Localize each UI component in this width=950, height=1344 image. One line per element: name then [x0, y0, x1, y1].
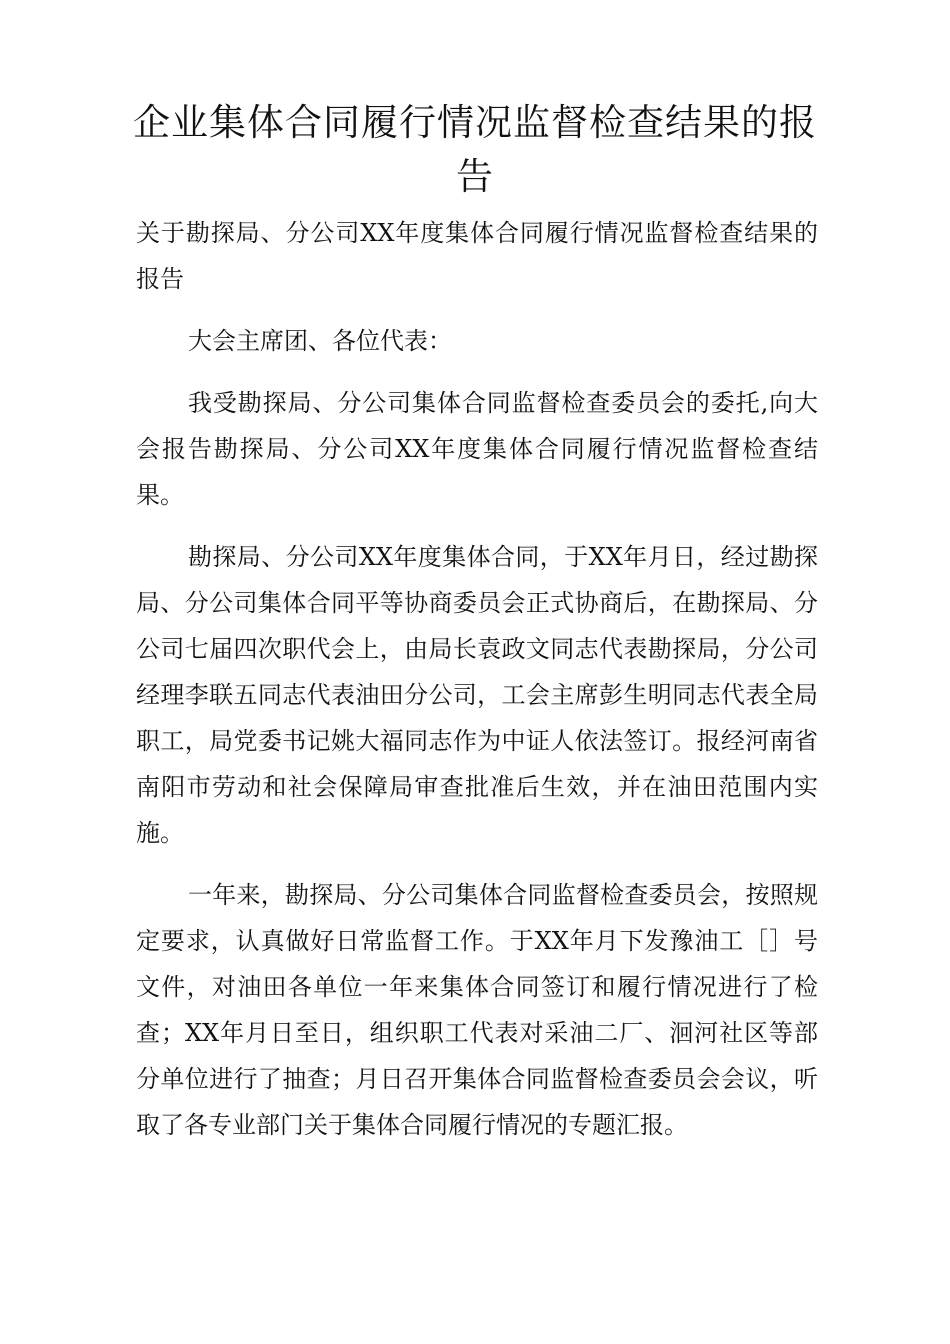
- document-body: [136, 210, 818, 1164]
- salutation-paragraph: 大会主席团、各位代表：: [188, 327, 452, 355]
- document-title: 企业集体合同履行情况监督检查结果的报告: [133, 101, 817, 198]
- report-subtitle-paragraph: 关于勘探局、分公司XX年度集体合同履行情况监督检查结果的报告: [136, 219, 818, 293]
- contract-signing-paragraph: 勘探局、分公司XX年度集体合同，于XX年月日，经过勘探局、分公司集体合同平等协商委员会正式协商后，在勘探局、分公司七届四次职代会上，由局长袁政文同志代表勘探局，分公司经理李联五同志代表油田分公司，工会主席彭生明同志代表全局职工，局党委书记姚大福同志作为中证人依法签订。报经河南省南阳市劳动和社会保障局审查批准后生效，并在油田范围内实施。: [136, 543, 818, 847]
- intro-paragraph: 我受勘探局、分公司集体合同监督检查委员会的委托,向大会报告勘探局、分公司XX年度集体合同履行情况监督检查结果。: [136, 389, 818, 509]
- supervision-work-paragraph: 一年来，勘探局、分公司集体合同监督检查委员会，按照规定要求，认真做好日常监督工作。于XX年月下发豫油工［］号文件，对油田各单位一年来集体合同签订和履行情况进行了检查；XX年月日至日，组织职工代表对采油二厂、洄河社区等部分单位进行了抽查；月日召开集体合同监督检查委员会会议，听取了各专业部门关于集体合同履行情况的专题汇报。: [136, 881, 818, 1139]
